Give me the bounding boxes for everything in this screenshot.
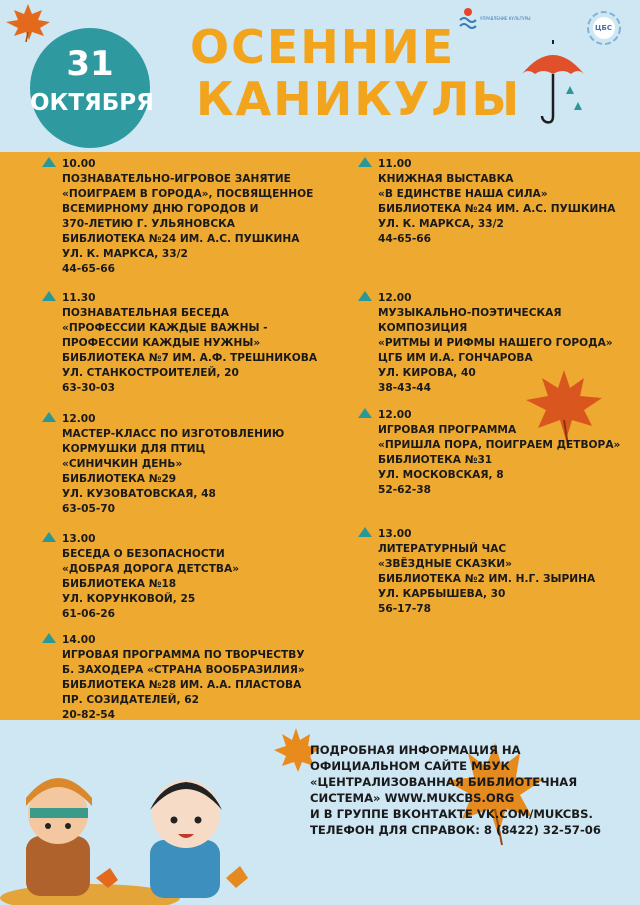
event-time: 14.00 <box>62 634 96 646</box>
cbs-logo <box>586 10 622 46</box>
event-time: 10.00 <box>62 158 96 170</box>
event-description: ПОЗНАВАТЕЛЬНАЯ БЕСЕДА «ПРОФЕССИИ КАЖДЫЕ ВАЖНЫ - ПРОФЕССИИ КАЖДЫЕ НУЖНЫ» <box>62 307 268 349</box>
culture-logo-icon <box>458 6 478 36</box>
date-month: ОКТЯБРЯ <box>30 90 154 116</box>
footer-info <box>310 742 632 838</box>
triangle-marker-icon <box>358 157 372 167</box>
event-place: БИБЛИОТЕКА №24 ИМ. А.С. ПУШКИНА УЛ. К. МАРКСА, 33/2 44-65-66 <box>62 233 300 275</box>
event-place: БИБЛИОТЕКА №28 ИМ. А.А. ПЛАСТОВА ПР. СОЗИДАТЕЛЕЙ, 62 20-82-54 <box>62 679 302 721</box>
page-title-line1: ОСЕННИЕ <box>190 20 456 74</box>
events-panel <box>0 152 640 720</box>
event-description: ПОЗНАВАТЕЛЬНО-ИГРОВОЕ ЗАНЯТИЕ «ПОИГРАЕМ В ГОРОДА», ПОСВЯЩЕННОЕ ВСЕМИРНОМУ ДНЮ ГОРОДОВ И 370-ЛЕТИЮ Г. УЛЬЯНОВСКА <box>62 173 314 230</box>
event-item <box>62 157 313 277</box>
event-time: 12.00 <box>378 409 412 421</box>
children-illustration <box>0 728 280 905</box>
footer-line: ОФИЦИАЛЬНОМ САЙТЕ МБУК <box>310 759 510 773</box>
culture-logo-text: УПРАВЛЕНИЕ КУЛЬТУРЫ <box>480 16 531 21</box>
date-day: 31 <box>66 44 114 84</box>
event-description: МУЗЫКАЛЬНО-ПОЭТИЧЕСКАЯ КОМПОЗИЦИЯ «РИТМЫ И РИФМЫ НАШЕГО ГОРОДА» <box>378 307 613 349</box>
event-time: 13.00 <box>378 528 412 540</box>
event-item <box>62 412 284 517</box>
triangle-marker-icon <box>42 532 56 542</box>
event-description: ЛИТЕРАТУРНЫЙ ЧАС «ЗВЁЗДНЫЕ СКАЗКИ» <box>378 543 512 570</box>
footer-line: ПОДРОБНАЯ ИНФОРМАЦИЯ НА <box>310 743 521 757</box>
event-place: БИБЛИОТЕКА №2 ИМ. Н.Г. ЗЫРИНА УЛ. КАРБЫШЕВА, 30 56-17-78 <box>378 573 596 615</box>
event-item <box>378 527 595 617</box>
event-place: БИБЛИОТЕКА №24 ИМ. А.С. ПУШКИНА УЛ. К. МАРКСА, 33/2 44-65-66 <box>378 203 616 245</box>
footer-phone: ТЕЛЕФОН ДЛЯ СПРАВОК: 8 (8422) 32-57-06 <box>310 823 601 837</box>
triangle-marker-icon <box>42 633 56 643</box>
maple-leaf-icon <box>2 2 54 42</box>
triangle-marker-icon <box>42 412 56 422</box>
page-title-line2: КАНИКУЛЫ <box>196 72 522 126</box>
event-item <box>378 408 620 498</box>
date-badge <box>30 28 154 148</box>
event-item <box>62 532 239 622</box>
triangle-marker-icon <box>42 291 56 301</box>
event-time: 11.00 <box>378 158 412 170</box>
event-description: ИГРОВАЯ ПРОГРАММА «ПРИШЛА ПОРА, ПОИГРАЕМ ДЕТВОРА» <box>378 424 621 451</box>
header <box>0 0 640 152</box>
event-description: КНИЖНАЯ ВЫСТАВКА «В ЕДИНСТВЕ НАША СИЛА» <box>378 173 548 200</box>
event-item <box>62 291 317 396</box>
culture-department-logo <box>458 6 568 40</box>
footer-vk-group: И В ГРУППЕ ВКОНТАКТЕ VK.COM/MUKCBS. <box>310 807 593 821</box>
event-description: ИГРОВАЯ ПРОГРАММА ПО ТВОРЧЕСТВУ Б. ЗАХОДЕРА «СТРАНА ВООБРАЗИЛИЯ» <box>62 649 305 676</box>
triangle-marker-icon <box>358 527 372 537</box>
umbrella-icon <box>518 38 588 128</box>
event-place: ЦГБ ИМ И.А. ГОНЧАРОВА УЛ. КИРОВА, 40 38-43-44 <box>378 352 533 394</box>
event-item <box>62 633 305 723</box>
event-item <box>378 291 613 396</box>
event-place: БИБЛИОТЕКА №7 ИМ. А.Ф. ТРЕШНИКОВА УЛ. СТАНКОСТРОИТЕЛЕЙ, 20 63-30-03 <box>62 352 318 394</box>
event-place: БИБЛИОТЕКА №29 УЛ. КУЗОВАТОВСКАЯ, 48 63-05-70 <box>62 473 216 515</box>
triangle-marker-icon <box>358 291 372 301</box>
event-time: 13.00 <box>62 533 96 545</box>
footer-line: «ЦЕНТРАЛИЗОВАННАЯ БИБЛИОТЕЧНАЯ <box>310 775 578 789</box>
event-time: 11.30 <box>62 292 96 304</box>
event-time: 12.00 <box>62 413 96 425</box>
event-description: МАСТЕР-КЛАСС ПО ИЗГОТОВЛЕНИЮ КОРМУШКИ ДЛЯ ПТИЦ «СИНИЧКИН ДЕНЬ» <box>62 428 285 470</box>
event-item <box>378 157 615 247</box>
event-description: БЕСЕДА О БЕЗОПАСНОСТИ «ДОБРАЯ ДОРОГА ДЕТСТВА» <box>62 548 240 575</box>
footer-website: СИСТЕМА» WWW.MUKCBS.ORG <box>310 791 515 805</box>
event-place: БИБЛИОТЕКА №31 УЛ. МОСКОВСКАЯ, 8 52-62-38 <box>378 454 504 496</box>
cbs-logo-text: ЦБС <box>595 24 612 32</box>
triangle-marker-icon <box>358 408 372 418</box>
triangle-marker-icon <box>42 157 56 167</box>
event-time: 12.00 <box>378 292 412 304</box>
event-place: БИБЛИОТЕКА №18 УЛ. КОРУНКОВОЙ, 25 61-06-26 <box>62 578 196 620</box>
